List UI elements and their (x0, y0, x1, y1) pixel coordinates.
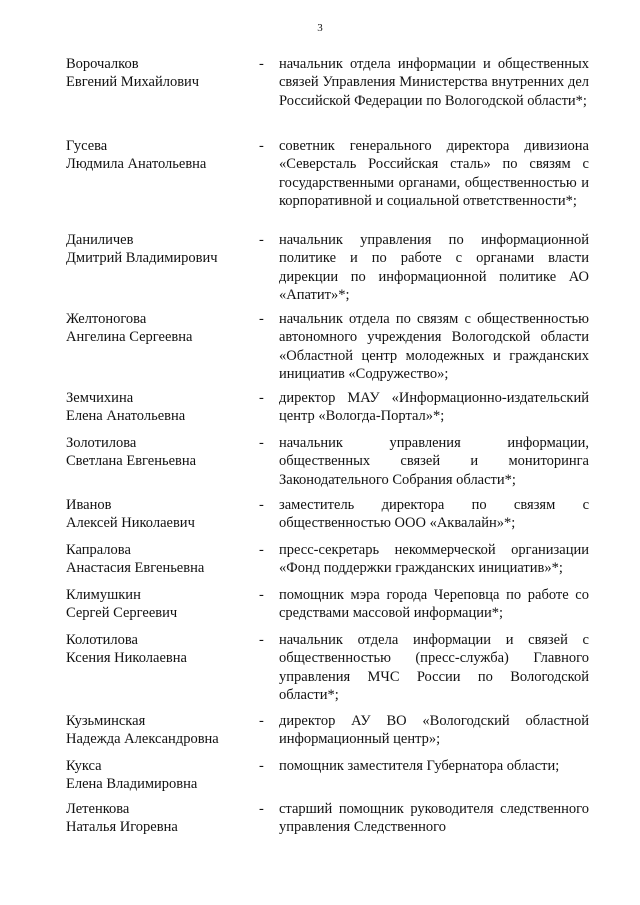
dash: - (259, 497, 264, 513)
last-name: Желтоногова (66, 311, 147, 327)
first-names: Ксения Николаевна (66, 650, 187, 667)
first-names: Светлана Евгеньевна (66, 453, 197, 470)
last-name: Капралова (66, 542, 131, 558)
person-name (66, 586, 256, 623)
position-description: начальник отдела по связям с общественностью автономного учреждения Вологодской области «Областной центр молодежных и гражданских инициатив «Содружество»; (279, 311, 589, 382)
position-description: советник генерального директора дивизиона «Северсталь Российская сталь» по связям с государственными органами, общественностью и корпоративной и социальной ответственности*; (279, 138, 589, 209)
first-names: Людмила Анатольевна (66, 156, 207, 173)
person-name (66, 712, 256, 749)
dash: - (259, 758, 264, 774)
first-names: Дмитрий Владимирович (66, 250, 218, 267)
position-description: старший помощник руководителя следственного управления Следственного (279, 801, 589, 836)
dash: - (259, 542, 264, 558)
person-name (66, 800, 256, 837)
dash: - (259, 138, 264, 154)
last-name: Иванов (66, 497, 112, 513)
person-name (66, 434, 256, 471)
last-name: Земчихина (66, 390, 134, 406)
position-description: директор МАУ «Информационно-издательский центр «Вологда-Портал»*; (279, 390, 589, 425)
first-names: Надежда Александровна (66, 731, 219, 748)
position-description: заместитель директора по связям с общественностью ООО «Аквалайн»*; (279, 497, 589, 532)
page-number: 3 (317, 22, 323, 34)
last-name: Золотилова (66, 435, 137, 451)
last-name: Климушкин (66, 587, 141, 603)
first-names: Сергей Сергеевич (66, 605, 178, 622)
first-names: Елена Владимировна (66, 776, 198, 793)
last-name: Кузьминская (66, 713, 146, 729)
first-names: Алексей Николаевич (66, 515, 195, 532)
position-description: пресс-секретарь некоммерческой организации «Фонд поддержки гражданских инициатив»*; (279, 542, 589, 577)
person-name (66, 55, 256, 92)
first-names: Елена Анатольевна (66, 408, 186, 425)
position-description: помощник заместителя Губернатора области; (279, 758, 560, 774)
person-name (66, 757, 256, 794)
last-name: Ворочалков (66, 56, 139, 72)
last-name: Гусева (66, 138, 108, 154)
first-names: Ангелина Сергеевна (66, 329, 193, 346)
person-name (66, 631, 256, 668)
dash: - (259, 56, 264, 72)
position-description: начальник управления информации, общественных связей и мониторинга Законодательного Собрания области*; (279, 435, 589, 488)
person-name (66, 496, 256, 533)
position-description: директор АУ ВО «Вологодский областной информационный центр»; (279, 713, 589, 748)
dash: - (259, 801, 264, 817)
last-name: Колотилова (66, 632, 138, 648)
first-names: Наталья Игоревна (66, 819, 178, 836)
person-name (66, 137, 256, 174)
dash: - (259, 713, 264, 729)
dash: - (259, 435, 264, 451)
position-description: начальник управления по информационной политике и по работе с органами власти дирекции по информационной политике АО «Апатит»*; (279, 232, 589, 303)
first-names: Евгений Михайлович (66, 74, 200, 91)
last-name: Кукса (66, 758, 102, 774)
person-name (66, 231, 256, 268)
position-description: начальник отдела информации и связей с общественностью (пресс-служба) Главного управления МЧС России по Вологодской области*; (279, 632, 589, 703)
dash: - (259, 587, 264, 603)
last-name: Даниличев (66, 232, 134, 248)
dash: - (259, 232, 264, 248)
dash: - (259, 311, 264, 327)
person-name (66, 389, 256, 426)
first-names: Анастасия Евгеньевна (66, 560, 205, 577)
dash: - (259, 390, 264, 406)
dash: - (259, 632, 264, 648)
position-description: помощник мэра города Череповца по работе со средствами массовой информации*; (279, 587, 589, 622)
position-description: начальник отдела информации и общественных связей Управления Министерства внутренних дел Российской Федерации по Вологодской области*; (279, 56, 589, 109)
person-name (66, 541, 256, 578)
last-name: Летенкова (66, 801, 130, 817)
person-name (66, 310, 256, 347)
